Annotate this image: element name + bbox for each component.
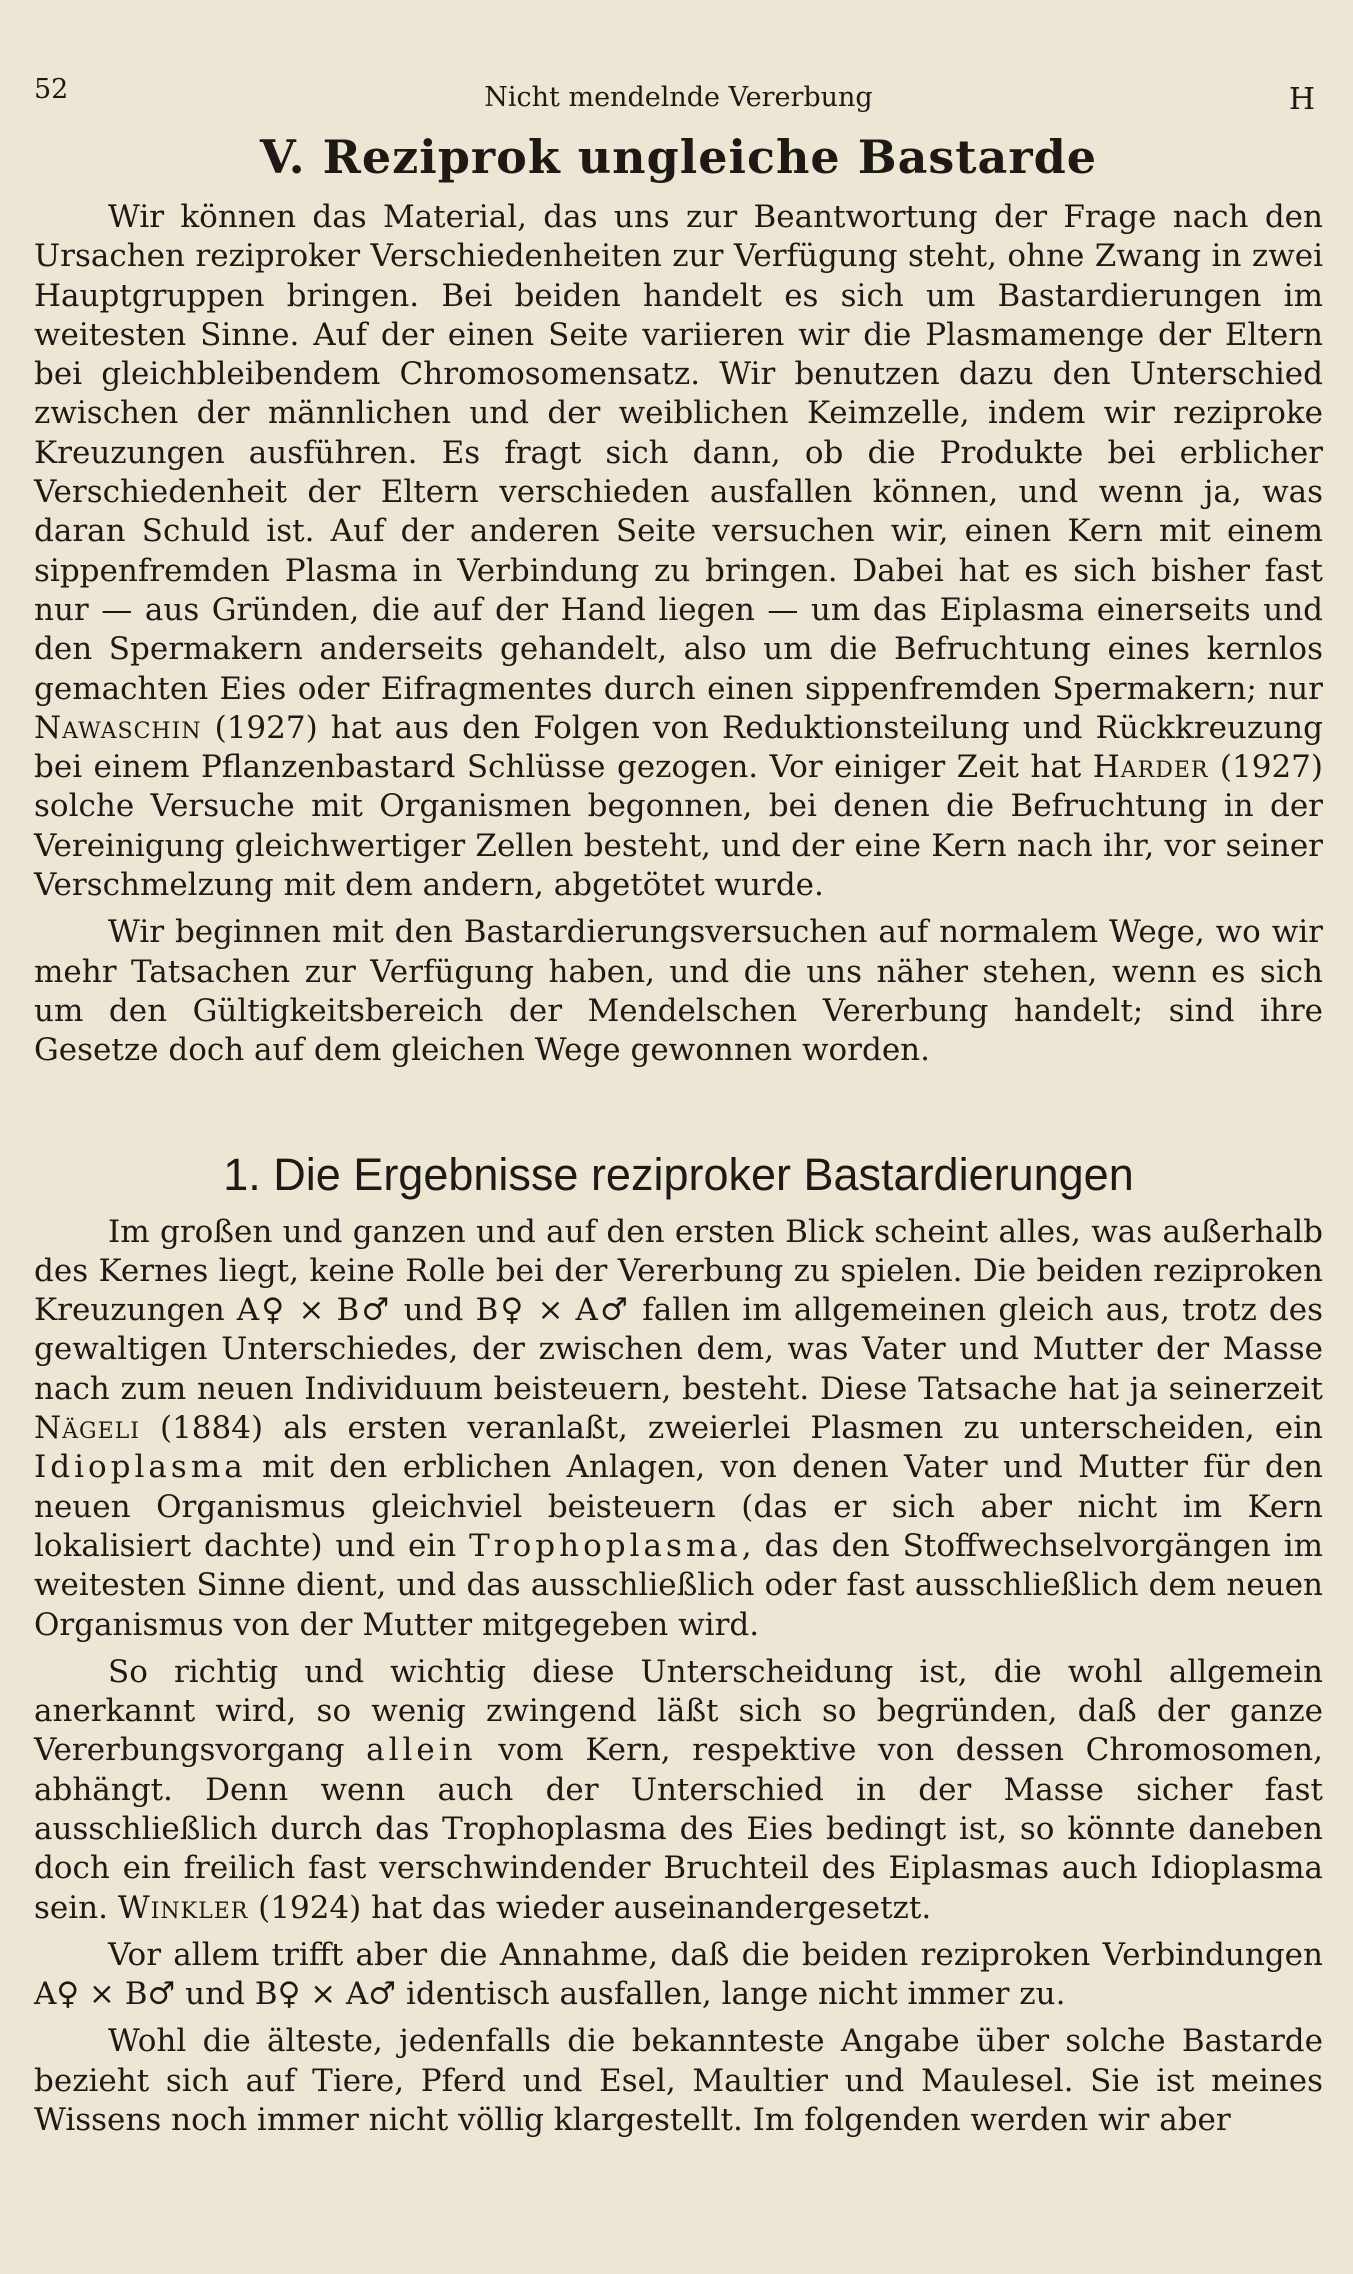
text-run: mit den erblichen Anlagen, von denen Vater und Mutter für den neuen Organismus gleichviel beisteuern (das er sich aber nicht im Kern lokalisiert dachte) und ein <box>34 1449 1323 1564</box>
section-paragraph-3: Vor allem trifft aber die Annahme, daß die beiden reziproken Verbindungen A♀ × B♂ und B♀ × A♂ identisch ausfallen, lange nicht immer zu. <box>34 1936 1323 2013</box>
text-run: (1927) solche Versuche mit Organismen begonnen, bei denen die Befruchtung in der Vereinigung gleichwertiger Zellen besteht, und der eine Kern nach ihr, vor seiner Verschmelzung mit dem andern, abgetötet wurde. <box>34 749 1323 904</box>
section-paragraph-4: Wohl die älteste, jedenfalls die bekannteste Angabe über solche Bastarde bezieht sich auf Tiere, Pferd und Esel, Maultier und Maulesel. Sie ist meines Wissens noch immer nicht völlig klargestellt. Im folgenden werden wir aber <box>34 2023 1323 2139</box>
author-name: Nägeli <box>34 1410 140 1447</box>
section-title: 1. Die Ergebnisse reziproker Bastardierungen <box>223 1148 1134 1200</box>
text-run: (1924) hat das wieder auseinandergesetzt. <box>248 1889 932 1926</box>
text-run: , das den Stoffwechselvorgängen im weitesten Sinne dient, und das ausschließlich oder fast ausschließlich dem neuen Organismus von der Mutter mitgegeben wird. <box>34 1527 1323 1643</box>
text-run: Wir können das Material, das uns zur Beantwortung der Frage nach den Ursachen reziproker Verschiedenheiten zur Verfügung steht, ohne Zwang in zwei Hauptgruppen bringen. Bei beiden handelt es sich um Bastardierungen im weitesten Sinne. Auf der einen Seite variieren wir die Plasmamenge der Eltern bei gleichbleibendem Chromosomensatz. Wir benutzen dazu den Unterschied zwischen der männlichen und der weiblichen Keimzelle, indem wir reziproke Kreuzungen ausführen. Es fragt sich dann, ob die Produkte bei erblicher Verschiedenheit der Eltern verschieden ausfallen können, und wenn ja, was daran Schuld ist. Auf der anderen Seite versuchen wir, einen Kern mit einem sippenfremden Plasma in Verbindung zu bringen. Dabei hat es sich bisher fast nur — aus Gründen, die auf der Hand liegen — um das Eiplasma einerseits und den Spermakern anderseits gehandelt, also um die Befruchtung eines kernlos gemachten Eies oder Eifragmentes durch einen sippenfremden Spermakern; nur <box>34 199 1323 707</box>
spaced-term: Trophoplasma <box>469 1527 742 1564</box>
intro-paragraph-2: Wir beginnen mit den Bastardierungsversuchen auf normalem Wege, wo wir mehr Tatsachen zur Verfügung haben, und die uns näher stehen, wenn es sich um den Gültigkeitsbereich der Mendelschen Vererbung handelt; sind ihre Gesetze doch auf dem gleichen Wege gewonnen worden. <box>34 914 1323 1069</box>
author-name: Nawaschin <box>34 709 202 746</box>
spaced-term: Idioplasma <box>34 1449 247 1486</box>
section-paragraph-2 <box>34 1653 1323 1928</box>
text-run: So richtig und wichtig diese Unterscheidung ist, die wohl allgemein anerkannt wird, so wenig zwingend läßt sich so begründen, daß der ganze Vererbungsvorgang <box>34 1653 1323 1769</box>
author-name: Harder <box>1092 749 1209 786</box>
section-paragraph-1 <box>34 1213 1323 1645</box>
running-title: Nicht mendelnde Vererbung <box>484 82 873 113</box>
section-mark: H <box>1288 82 1315 117</box>
author-name: Winkler <box>117 1889 249 1926</box>
text-run: Im großen und ganzen und auf den ersten Blick scheint alles, was außerhalb des Kernes liegt, keine Rolle bei der Vererbung zu spielen. Die beiden reziproken Kreuzungen A♀ × B♂ und B♀ × A♂ fallen im allgemeinen gleich aus, trotz des gewaltigen Unterschiedes, der zwischen dem, was Vater und Mutter der Masse nach zum neuen Individuum beisteuern, besteht. Diese Tatsache hat ja seinerzeit <box>34 1213 1323 1407</box>
intro-paragraph-1 <box>34 198 1323 905</box>
page-number: 52 <box>34 74 69 105</box>
running-head <box>34 70 1323 124</box>
spaced-term: allein <box>366 1732 477 1769</box>
text-run: (1884) als ersten veranlaßt, zweierlei Plasmen zu unterscheiden, ein <box>139 1410 1323 1447</box>
chapter-title: V. Reziprok ungleiche Bastarde <box>259 130 1098 184</box>
text-run: vom Kern, respektive von dessen Chromosomen, abhängt. Denn wenn auch der Unterschied in der Masse sicher fast ausschließlich durch das Trophoplasma des Eies bedingt ist, so könnte daneben doch ein freilich fast verschwindender Bruchteil des Eiplasmas auch Idioplasma sein. <box>34 1732 1323 1926</box>
text-run: (1927) hat aus den Folgen von Reduktionsteilung und Rückkreuzung bei einem Pflanzenbastard Schlüsse gezogen. Vor einiger Zeit hat <box>34 709 1323 786</box>
